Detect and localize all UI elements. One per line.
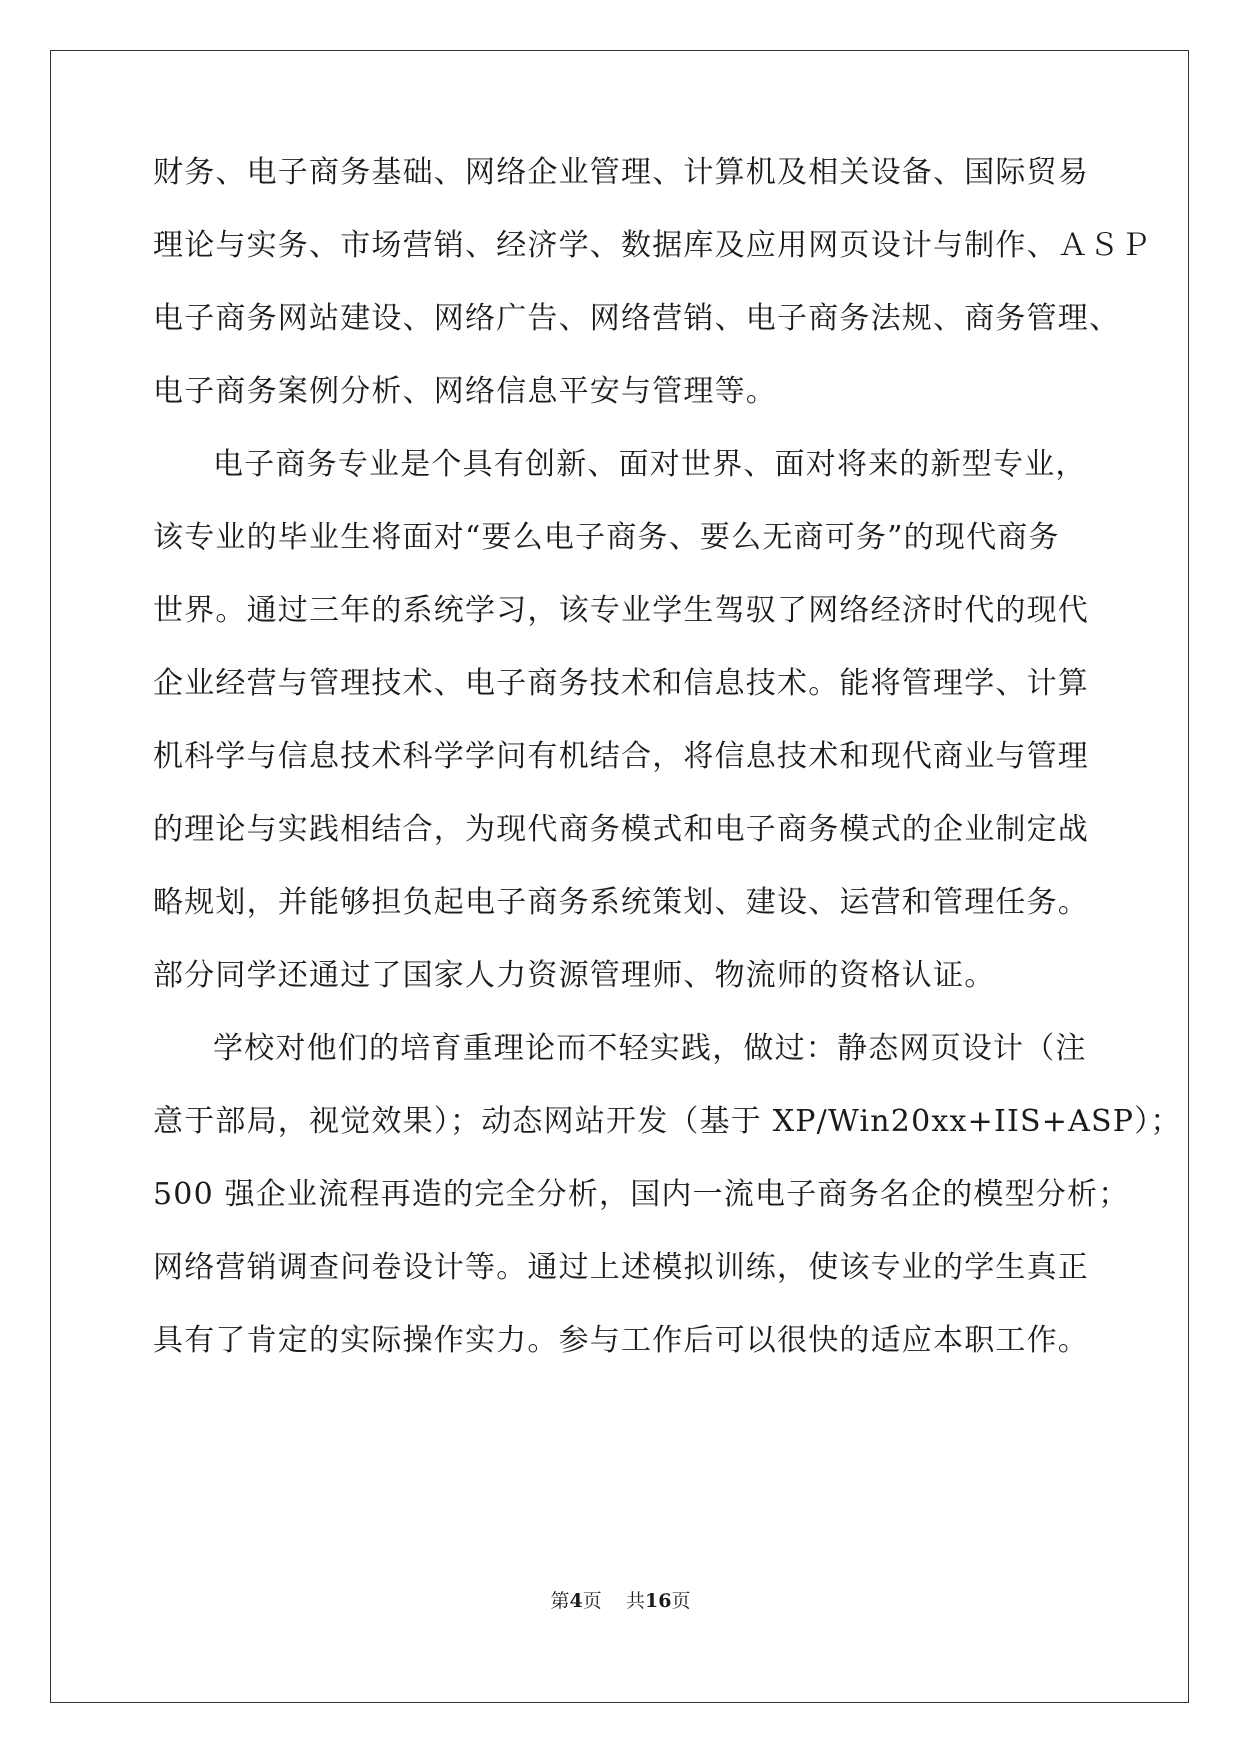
- footer-total-suffix: 页: [671, 1590, 691, 1612]
- footer-page-number: 4: [569, 1590, 583, 1612]
- paragraph-2-line-2: 该专业的毕业生将面对“要么电子商务、要么无商可务”的现代商务: [153, 520, 1060, 555]
- footer-page-suffix: 页: [582, 1590, 602, 1612]
- paragraph-2-line-1: 电子商务专业是个具有创新、面对世界、面对将来的新型专业，: [213, 447, 1087, 482]
- paragraph-3-line-2: 意于部局，视觉效果）；动态网站开发（基于 XP/Win20xx+IIS+ASP）；: [153, 1104, 1182, 1139]
- paragraph-2-line-3: 世界。通过三年的系统学习，该专业学生驾驭了网络经济时代的现代: [153, 593, 1089, 628]
- paragraph-1-line-2: 理论与实务、市场营销、经济学、数据库及应用网页设计与制作、ＡＳＰ: [153, 228, 1152, 263]
- footer-total-prefix: 共: [625, 1590, 645, 1612]
- paragraph-3-line-5: 具有了肯定的实际操作实力。参与工作后可以很快的适应本职工作。: [153, 1323, 1089, 1358]
- page-border: [50, 50, 1189, 1703]
- footer-total-pages: 16: [644, 1590, 672, 1612]
- paragraph-2-line-6: 的理论与实践相结合，为现代商务模式和电子商务模式的企业制定战: [153, 812, 1089, 847]
- paragraph-3-line-4: 网络营销调查问卷设计等。通过上述模拟训练，使该专业的学生真正: [153, 1250, 1089, 1285]
- paragraph-2-line-7: 略规划，并能够担负起电子商务系统策划、建设、运营和管理任务。: [153, 885, 1089, 920]
- paragraph-1-line-3: 电子商务网站建设、网络广告、网络营销、电子商务法规、商务管理、: [153, 301, 1121, 336]
- paragraph-1-line-1: 财务、电子商务基础、网络企业管理、计算机及相关设备、国际贸易: [153, 155, 1089, 190]
- paragraph-3-line-1: 学校对他们的培育重理论而不轻实践，做过：静态网页设计（注: [213, 1031, 1087, 1066]
- paragraph-2-line-8: 部分同学还通过了国家人力资源管理师、物流师的资格认证。: [153, 958, 996, 993]
- paragraph-2-line-4: 企业经营与管理技术、电子商务技术和信息技术。能将管理学、计算: [153, 666, 1089, 701]
- paragraph-2-line-5: 机科学与信息技术科学学问有机结合，将信息技术和现代商业与管理: [153, 739, 1089, 774]
- page-footer: [0, 1586, 1241, 1613]
- paragraph-1-line-4: 电子商务案例分析、网络信息平安与管理等。: [153, 374, 777, 409]
- footer-page-prefix: 第: [550, 1590, 570, 1612]
- paragraph-3-line-3: 500 强企业流程再造的完全分析，国内一流电子商务名企的模型分析；: [153, 1177, 1130, 1212]
